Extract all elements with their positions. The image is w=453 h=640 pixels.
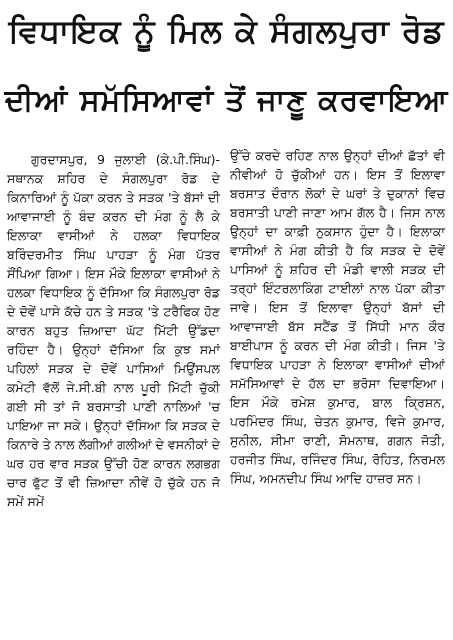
headline-line-2: ਦੀਆਂ ਸਮੱਸਿਆਵਾਂ ਤੋਂ ਜਾਣੂ ਕਰਵਾਇਆ (4, 83, 449, 118)
headline-line-1: ਵਿਧਾਇਕ ਨੂੰ ਮਿਲ ਕੇ ਸੰਗਲਪੁਰਾ ਰੋਡ (8, 12, 445, 50)
article-body-right: ਉੱਚੇ ਕਰਦੇ ਰਹਿਣ ਨਾਲ ਉਨ੍ਹਾਂ ਦੀਆਂ ਛੱਤਾਂ ਵੀ ਨੀਵੀਆਂ ਹੋ ਚੁੱਕੀਆਂ ਹਨ। ਇਸ ਤੋਂ ਇਲਾਵਾ ਬਰਸਾਤ ਦੌਰਾਨ ਲੋਕਾਂ ਦੇ ਘਰਾਂ ਤੇ ਦੁਕਾਨਾਂ ਵਿਚ ਬਰਸਾਤੀ ਪਾਣੀ ਜਾਣਾ ਆਮ ਗੱਲ ਹੈ। ਜਿਸ ਨਾਲ ਉਨ੍ਹਾਂ ਦਾ ਕਾਫ਼ੀ ਨੁਕਸਾਨ ਹੁੰਦਾ ਹੈ। ਇਲਾਕਾ ਵਾਸੀਆਂ ਨੇ ਮੰਗ ਕੀਤੀ ਹੈ ਕਿ ਸੜਕ ਦੇ ਦੋਵੇਂ ਪਾਸਿਆਂ ਨੂੰ ਸ਼ਹਿਰ ਦੀ ਮੰਡੀ ਵਾਲੀ ਸੜਕ ਦੀ ਤਰ੍ਹਾਂ ਇੰਟਰਲਾਕਿੰਗ ਟਾਈਲਾਂ ਨਾਲ ਪੱਕਾ ਕੀਤਾ ਜਾਵੇ। ਇਸ ਤੋਂ ਇਲਾਵਾ ਉਨ੍ਹਾਂ ਬੱਸਾਂ ਦੀ ਆਵਾਜਾਈ ਬੱਸ ਸਟੈਂਡ ਤੋਂ ਸਿੱਧੀ ਮਾਨ ਕੌਰ ਬਾਈਪਾਸ ਨੂੰ ਕਰਨ ਦੀ ਮੰਗ ਕੀਤੀ। ਜਿਸ 'ਤੇ ਵਿਧਾਇਕ ਪਾਹੜਾ ਨੇ ਇਲਾਕਾ ਵਾਸੀਆਂ ਦੀਆਂ ਸਮੱਸਿਆਵਾਂ ਦੇ ਹੱਲ ਦਾ ਭਰੋਸਾ ਦਿਵਾਇਆ। ਇਸ ਮੌਕੇ ਰਮੇਸ਼ ਕੁਮਾਰ, ਬਾਲ ਕ੍ਰਿਸ਼ਨ, ਪਰਮਿੰਦਰ ਸਿੰਘ, ਚੇਤਨ ਕੁਮਾਰ, ਵਿਜੇ ਕੁਮਾਰ, ਸੁਨੀਲ, ਸੀਮਾ ਰਾਣੀ, ਸੋਮਨਾਥ, ਗਗਨ ਜੋਤੀ, ਹਰਜੀਤ ਸਿੰਘ, ਰਜਿੰਦਰ ਸਿੰਘ, ਰੋਹਿਤ, ਨਿਰਮਲ ਸਿੰਘ, ਅਮਨਦੀਪ ਸਿੰਘ ਆਦਿ ਹਾਜ਼ਰ ਸਨ। (230, 148, 445, 486)
article-column-right (230, 146, 445, 488)
article-body-left: ਗੁਰਦਾਸਪੁਰ, 9 ਜੁਲਾਈ (ਕੇ.ਪੀ.ਸਿੰਘ)-ਸਥਾਨਕ ਸ਼ਹਿਰ ਦੇ ਸੰਗਲਪੁਰਾ ਰੋਡ ਦੇ ਕਿਨਾਰਿਆਂ ਨੂੰ ਪੱਕਾ ਕਰਨ ਤੇ ਸੜਕ 'ਤੇ ਬੱਸਾਂ ਦੀ ਆਵਾਜਾਈ ਨੂੰ ਬੰਦ ਕਰਨ ਦੀ ਮੰਗ ਨੂੰ ਲੈ ਕੇ ਇਲਾਕਾ ਵਾਸੀਆਂ ਨੇ ਹਲਕਾ ਵਿਧਾਇਕ ਬਰਿੰਦਰਮੀਤ ਸਿੰਘ ਪਾਹੜਾ ਨੂੰ ਮੰਗ ਪੱਤਰ ਸੌਂਪਿਆ ਗਿਆ। ਇਸ ਮੌਕੇ ਇਲਾਕਾ ਵਾਸੀਆਂ ਨੇ ਹਲਕਾ ਵਿਧਾਇਕ ਨੂੰ ਦੱਸਿਆ ਕਿ ਸੰਗਲਪੁਰਾ ਰੋਡ ਦੇ ਦੋਵੇਂ ਪਾਸੇ ਕੱਚੇ ਹਨ ਤੇ ਸੜਕ 'ਤੇ ਟਰੈਫਿਕ ਹੋਣ ਕਾਰਨ ਬਹੁਤ ਜ਼ਿਆਦਾ ਘੱਟ ਮਿੱਟੀ ਉੱਡਦਾ ਰਹਿੰਦਾ ਹੈ। ਉਨ੍ਹਾਂ ਦੱਸਿਆ ਕਿ ਕੁਝ ਸਮਾਂ ਪਹਿਲਾਂ ਸੜਕ ਦੇ ਦੋਵੇਂ ਪਾਸਿਆਂ ਮਿਉਂਸਪਲ ਕਮੇਟੀ ਵੱਲੋਂ ਜੇ.ਸੀ.ਬੀ ਨਾਲ ਪੂਰੀ ਮਿੱਟੀ ਚੁੱਕੀ ਗਈ ਸੀ ਤਾਂ ਜੋ ਬਰਸਾਤੀ ਪਾਣੀ ਨਾਲਿਆਂ 'ਚ ਪਾਇਆ ਜਾ ਸਕੇ। ਉਨ੍ਹਾਂ ਦੱਸਿਆ ਕਿ ਸੜਕ ਦੇ ਕਿਨਾਰੇ ਤੇ ਨਾਲ ਲੱਗੀਆਂ ਗਲੀਆਂ ਦੇ ਵਸਨੀਕਾਂ ਦੇ ਘਰ ਹਰ ਵਾਰ ਸੜਕ ਉੱਚੀ ਹੋਣ ਕਾਰਨ ਲਗਭਗ ਚਾਰ ਫੁੱਟ ਤੋਂ ਵੀ ਜ਼ਿਆਦਾ ਨੀਵੇਂ ਹੋ ਚੁੱਕੇ ਹਨ ਜੋ ਸਮੇਂ ਸਮੇਂ (7, 152, 220, 509)
article-column-left (7, 150, 220, 511)
